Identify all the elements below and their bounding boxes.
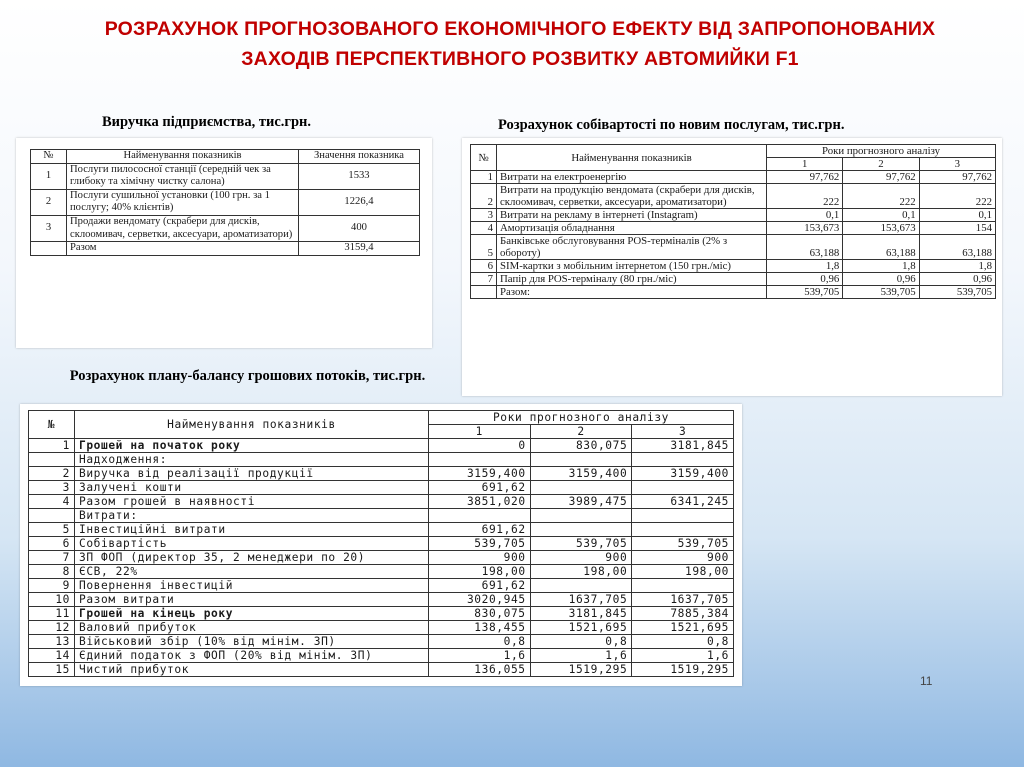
row-value: 830,075 [429, 607, 531, 621]
row-number: 7 [471, 273, 497, 286]
row-number: 3 [29, 481, 75, 495]
row-value: 0,96 [767, 273, 843, 286]
table-row [471, 273, 996, 286]
header-cell: Найменування показників [67, 150, 299, 164]
row-value: 153,673 [843, 222, 919, 235]
cost-caption: Розрахунок собівартості по новим послугам, тис.грн. [498, 117, 845, 133]
row-value: 1,8 [767, 260, 843, 273]
row-value: 0 [429, 439, 531, 453]
row-value: 198,00 [530, 565, 632, 579]
table-row [29, 565, 734, 579]
row-value: 691,62 [429, 481, 531, 495]
row-value: 3851,020 [429, 495, 531, 509]
row-value: 3020,945 [429, 593, 531, 607]
row-value: 3159,400 [429, 467, 531, 481]
table-row [471, 235, 996, 260]
row-value: 830,075 [530, 439, 632, 453]
row-value: 6341,245 [632, 495, 734, 509]
row-value: 7885,384 [632, 607, 734, 621]
row-value: 1,8 [843, 260, 919, 273]
row-name: Разом витрати [75, 593, 429, 607]
table-header-row [29, 411, 734, 425]
row-value: 97,762 [919, 171, 995, 184]
table-row [29, 467, 734, 481]
table-row [29, 439, 734, 453]
total-value: 539,705 [843, 286, 919, 299]
table-row [471, 171, 996, 184]
cashflow-table-panel [20, 404, 742, 686]
year-header: 1 [429, 425, 531, 439]
total-label: Разом [67, 242, 299, 256]
cashflow-body [29, 439, 734, 677]
row-value: 222 [919, 184, 995, 209]
row-value: 539,705 [429, 537, 531, 551]
row-value: 0,1 [919, 209, 995, 222]
row-value: 3181,845 [632, 439, 734, 453]
row-value: 3159,400 [632, 467, 734, 481]
row-value [530, 509, 632, 523]
row-name: Інвестиційні витрати [75, 523, 429, 537]
row-number: 11 [29, 607, 75, 621]
row-value: 63,188 [919, 235, 995, 260]
row-name: Амортизація обладнання [497, 222, 767, 235]
row-name: Військовий збір (10% від мінім. ЗП) [75, 635, 429, 649]
row-value: 900 [530, 551, 632, 565]
row-name: Грошей на початок року [75, 439, 429, 453]
row-number: 3 [31, 215, 67, 241]
row-name: SIM-картки з мобільним інтернетом (150 грн./міс) [497, 260, 767, 273]
row-value [530, 453, 632, 467]
row-value: 63,188 [843, 235, 919, 260]
page-number: 11 [920, 674, 933, 688]
table-row [29, 593, 734, 607]
table-row [471, 209, 996, 222]
row-number: 9 [29, 579, 75, 593]
row-number: 1 [29, 439, 75, 453]
table-row [471, 184, 996, 209]
row-number: 1 [471, 171, 497, 184]
row-value [632, 453, 734, 467]
row-value: 0,8 [632, 635, 734, 649]
row-value: 1521,695 [632, 621, 734, 635]
row-value: 222 [843, 184, 919, 209]
row-name: Надходження: [75, 453, 429, 467]
row-value: 1,6 [530, 649, 632, 663]
row-value: 198,00 [632, 565, 734, 579]
table-row [29, 481, 734, 495]
row-number: 6 [29, 537, 75, 551]
row-number: 4 [471, 222, 497, 235]
row-name: Продажи вендомату (скрабери для дисків, склоомивач, серветки, аксесуари, ароматизатори) [67, 215, 299, 241]
header-cell: № [29, 411, 75, 439]
table-row [29, 635, 734, 649]
row-value: 3181,845 [530, 607, 632, 621]
row-value [632, 509, 734, 523]
revenue-table-panel [16, 138, 432, 348]
revenue-table [30, 149, 420, 256]
row-name: Послуги пилососної станції (середній чек за глибоку та хімічну чистку салона) [67, 163, 299, 189]
header-cell: Найменування показників [497, 145, 767, 171]
row-number: 3 [471, 209, 497, 222]
row-value: 1637,705 [632, 593, 734, 607]
row-value [530, 579, 632, 593]
row-name: Єдиний податок з ФОП (20% від мінім. ЗП) [75, 649, 429, 663]
header-cell: № [471, 145, 497, 171]
row-value: 539,705 [530, 537, 632, 551]
row-number: 5 [471, 235, 497, 260]
row-number [29, 453, 75, 467]
row-value: 0,96 [919, 273, 995, 286]
row-name: ЄСВ, 22% [75, 565, 429, 579]
table-row [29, 579, 734, 593]
row-value: 0,96 [843, 273, 919, 286]
row-number: 15 [29, 663, 75, 677]
row-value: 900 [429, 551, 531, 565]
table-row [31, 215, 420, 241]
row-name: Грошей на кінець року [75, 607, 429, 621]
row-number: 4 [29, 495, 75, 509]
table-row [29, 495, 734, 509]
row-value [530, 481, 632, 495]
row-value: 1519,295 [530, 663, 632, 677]
row-value: 97,762 [843, 171, 919, 184]
row-number: 2 [29, 467, 75, 481]
row-value: 0,8 [530, 635, 632, 649]
row-number: 6 [471, 260, 497, 273]
row-value: 1521,695 [530, 621, 632, 635]
cashflow-table [28, 410, 734, 677]
row-value: 1,8 [919, 260, 995, 273]
table-row [29, 607, 734, 621]
row-name: Банківське обслуговування POS-терміналів (2% з обороту) [497, 235, 767, 260]
row-value: 900 [632, 551, 734, 565]
cost-table [470, 144, 996, 299]
slide-title: РОЗРАХУНОК ПРОГНОЗОВАНОГО ЕКОНОМІЧНОГО ЕФЕКТУ ВІД ЗАПРОПОНОВАНИХ ЗАХОДІВ ПЕРСПЕКТИВНОГО РОЗВИТКУ АВТОМИЙКИ F1 [104, 18, 936, 70]
header-cell: Роки прогнозного аналізу [429, 411, 734, 425]
year-header: 2 [843, 158, 919, 171]
row-value: 1519,295 [632, 663, 734, 677]
row-name: Повернення інвестицій [75, 579, 429, 593]
year-header: 3 [919, 158, 995, 171]
row-value: 138,455 [429, 621, 531, 635]
row-name: ЗП ФОП (директор 35, 2 менеджери по 20) [75, 551, 429, 565]
table-row [31, 189, 420, 215]
row-name: Валовий прибуток [75, 621, 429, 635]
row-number [29, 509, 75, 523]
row-value: 136,055 [429, 663, 531, 677]
table-row [29, 551, 734, 565]
table-row [471, 222, 996, 235]
row-number: 5 [29, 523, 75, 537]
row-value: 1533 [299, 163, 420, 189]
row-name: Витрати на електроенергію [497, 171, 767, 184]
row-value: 97,762 [767, 171, 843, 184]
row-value: 0,1 [767, 209, 843, 222]
table-row [29, 537, 734, 551]
row-value: 1,6 [632, 649, 734, 663]
row-name: Витрати на рекламу в інтернеті (Instagram) [497, 209, 767, 222]
total-value: 3159,4 [299, 242, 420, 256]
row-value: 3989,475 [530, 495, 632, 509]
revenue-caption: Виручка підприємства, тис.грн. [102, 114, 312, 130]
cost-table-panel [462, 138, 1002, 396]
row-value [632, 481, 734, 495]
row-number: 8 [29, 565, 75, 579]
row-value [632, 579, 734, 593]
row-number: 10 [29, 593, 75, 607]
row-number: 2 [31, 189, 67, 215]
row-value: 222 [767, 184, 843, 209]
row-value: 539,705 [632, 537, 734, 551]
row-value: 400 [299, 215, 420, 241]
row-value: 153,673 [767, 222, 843, 235]
row-value [429, 509, 531, 523]
row-value: 1,6 [429, 649, 531, 663]
table-row [29, 453, 734, 467]
total-label: Разом: [497, 286, 767, 299]
header-cell: № [31, 150, 67, 164]
header-cell: Роки прогнозного аналізу [767, 145, 996, 158]
row-number: 12 [29, 621, 75, 635]
row-name: Чистий прибуток [75, 663, 429, 677]
header-cell: Значення показника [299, 150, 420, 164]
row-value [530, 523, 632, 537]
table-row [29, 663, 734, 677]
row-value: 63,188 [767, 235, 843, 260]
table-row [29, 509, 734, 523]
table-row [29, 523, 734, 537]
cashflow-caption: Розрахунок плану-балансу грошових потоків, тис.грн. [69, 368, 426, 384]
table-row [31, 163, 420, 189]
row-value: 0,8 [429, 635, 531, 649]
header-cell: Найменування показників [75, 411, 429, 439]
row-number: 1 [31, 163, 67, 189]
row-name: Залучені кошти [75, 481, 429, 495]
row-name: Послуги сушильної установки (100 грн. за 1 послугу; 40% клієнтів) [67, 189, 299, 215]
row-name: Разом грошей в наявності [75, 495, 429, 509]
year-header: 1 [767, 158, 843, 171]
row-value: 154 [919, 222, 995, 235]
total-value: 539,705 [919, 286, 995, 299]
table-row [471, 260, 996, 273]
row-number: 2 [471, 184, 497, 209]
row-value: 1226,4 [299, 189, 420, 215]
row-name: Витрати: [75, 509, 429, 523]
row-number: 13 [29, 635, 75, 649]
table-row [29, 621, 734, 635]
row-value: 3159,400 [530, 467, 632, 481]
row-name: Виручка від реалізації продукції [75, 467, 429, 481]
table-total-row [31, 242, 420, 256]
row-number: 14 [29, 649, 75, 663]
row-name: Собівартість [75, 537, 429, 551]
row-value: 691,62 [429, 579, 531, 593]
row-name: Витрати на продукцію вендомата (скрабери для дисків, склоомивач, серветки, аксесуари, ароматизатори) [497, 184, 767, 209]
row-name: Папір для POS-терміналу (80 грн./міс) [497, 273, 767, 286]
row-value [429, 453, 531, 467]
total-value: 539,705 [767, 286, 843, 299]
row-value: 198,00 [429, 565, 531, 579]
row-value: 691,62 [429, 523, 531, 537]
row-value [632, 523, 734, 537]
row-number: 7 [29, 551, 75, 565]
table-header-row [471, 145, 996, 158]
table-row [29, 649, 734, 663]
table-header-row [31, 150, 420, 164]
table-total-row [471, 286, 996, 299]
year-header: 3 [632, 425, 734, 439]
row-value: 0,1 [843, 209, 919, 222]
row-value: 1637,705 [530, 593, 632, 607]
year-header: 2 [530, 425, 632, 439]
